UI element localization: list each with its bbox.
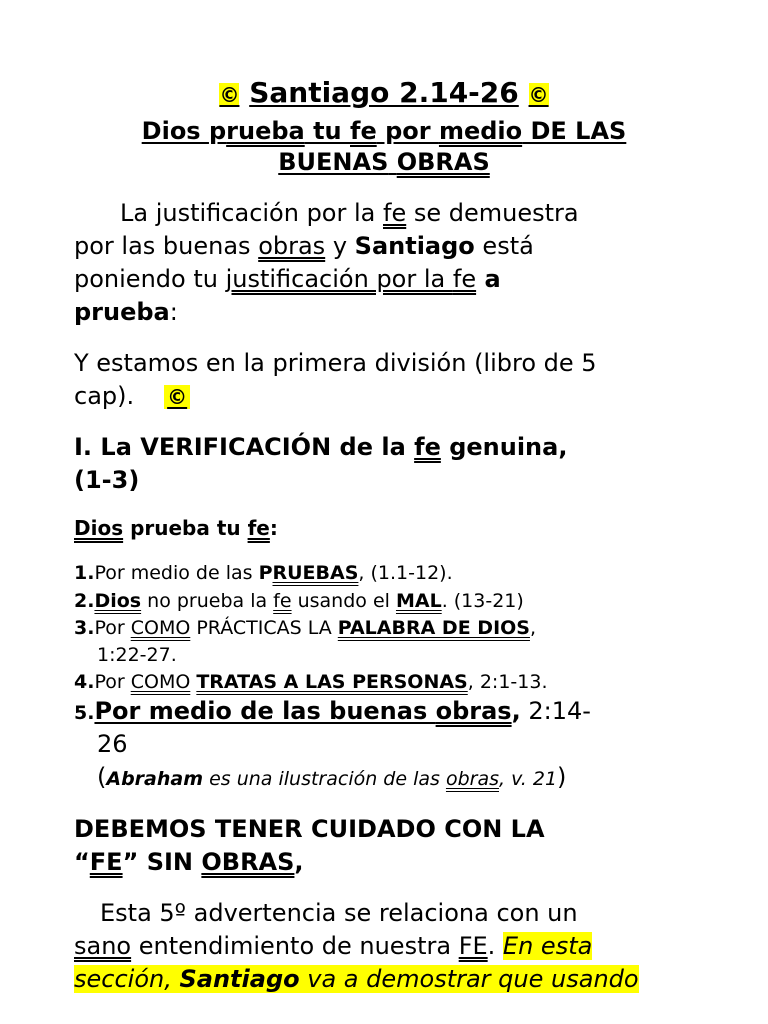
title-text: Santiago 2.14-26	[249, 76, 519, 109]
warning-heading: DEBEMOS TENER CUIDADO CON LA	[74, 815, 545, 843]
division-line-2: cap). ©	[74, 382, 190, 410]
list-item: 2.Dios no prueba la fe usando el MAL. (13-21)	[74, 590, 524, 612]
intro-line-1: La justificación por la fe se demuestra	[120, 199, 579, 227]
list-item: 5.Por medio de las buenas obras, 2:14-	[74, 697, 591, 725]
intro-line-2: por las buenas obras y Santiago está	[74, 232, 534, 260]
title	[0, 76, 768, 109]
list-item: 3.Por COMO PRÁCTICAS LA PALABRA DE DIOS,	[74, 617, 537, 639]
division-line-1: Y estamos en la primera división (libro de 5	[74, 349, 597, 377]
closing-line-3: sección, Santiago va a demostrar que usando	[74, 965, 639, 993]
list-item-continuation: 1:22-27.	[97, 644, 177, 666]
subtitle-line-1: Dios prueba tu fe por medio DE LAS	[141, 117, 627, 145]
copyright-symbol: ©	[164, 385, 190, 409]
closing-line-1: Esta 5º advertencia se relaciona con un	[100, 899, 578, 927]
section-heading-range: (1-3)	[74, 466, 140, 494]
list-item-continuation: 26	[97, 730, 128, 758]
copyright-symbol-right: ©	[528, 83, 549, 107]
intro-line-3: poniendo tu justificación por la fe a	[74, 265, 501, 293]
copyright-symbol-left: ©	[219, 83, 240, 107]
list-item: 4.Por COMO TRATAS A LAS PERSONAS, 2:1-13.	[74, 671, 548, 693]
closing-line-2: sano entendimiento de nuestra FE. En esta	[74, 932, 593, 960]
list-note: (Abraham es una ilustración de las obras, v. 21)	[97, 763, 567, 791]
subtitle-line-2: BUENAS OBRAS	[278, 148, 490, 176]
list-item: 1.Por medio de las PRUEBAS, (1.1-12).	[74, 562, 453, 584]
intro-line-4: prueba:	[74, 298, 178, 326]
warning-heading-line-2: “FE” SIN OBRAS,	[74, 848, 304, 876]
section-heading: I. La VERIFICACIÓN de la fe genuina,	[74, 433, 568, 461]
subheading: Dios prueba tu fe:	[74, 516, 278, 540]
